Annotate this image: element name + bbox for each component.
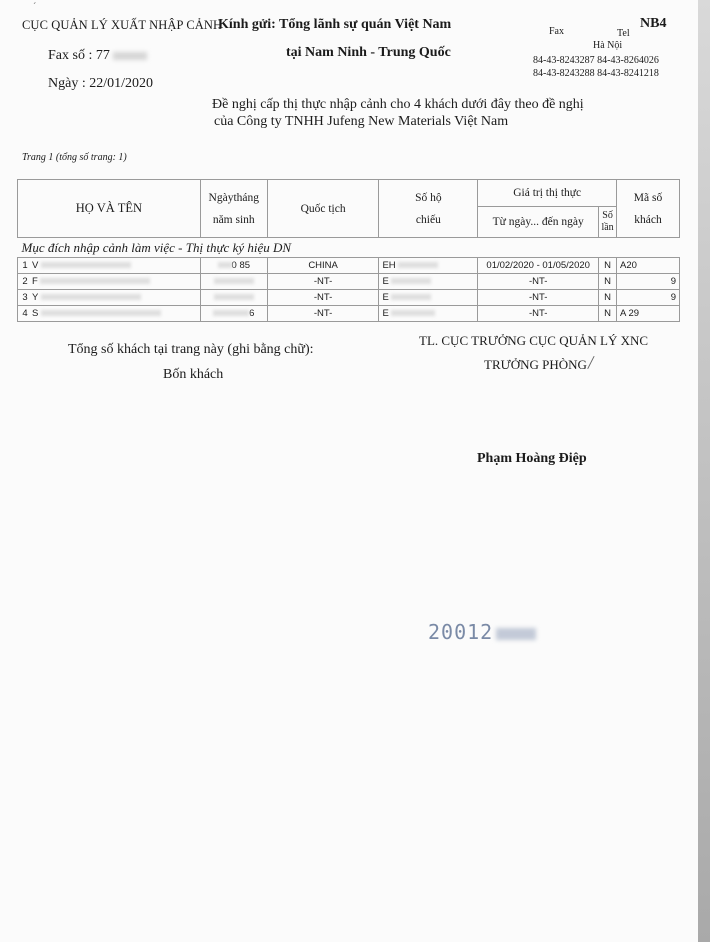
- header-dob: Ngàytháng năm sinh: [200, 180, 267, 238]
- fax-header-label: Fax: [549, 26, 564, 37]
- cell-passport: E: [379, 290, 478, 306]
- signature-role: TRƯỞNG PHÒNG: [484, 357, 587, 372]
- recipient-line-1: Kính gửi: Tổng lãnh sự quán Việt Nam: [218, 17, 452, 32]
- signature-mark: /: [586, 351, 596, 375]
- cell-code: A20: [617, 258, 680, 274]
- signature-title: TL. CỤC TRƯỞNG CỤC QUẢN LÝ XNC: [419, 333, 649, 348]
- cell-nationality: -NT-: [267, 306, 379, 322]
- cell-code: 9: [617, 274, 680, 290]
- tel-header-label: Tel: [617, 28, 630, 39]
- document-date: Ngày : 22/01/2020: [48, 76, 153, 91]
- cell-dob: [200, 274, 267, 290]
- cell-times: N: [599, 274, 617, 290]
- purpose-row: [18, 238, 680, 258]
- table-row: [18, 290, 680, 306]
- cell-visa: -NT-: [478, 306, 599, 322]
- table-header-row: [18, 180, 680, 207]
- request-line-1: Đề nghị cấp thị thực nhập cảnh cho 4 khách dưới đây theo đề nghị: [212, 97, 584, 112]
- table-row: [18, 306, 680, 322]
- cell-passport: EH: [379, 258, 478, 274]
- pen-mark: ˊ: [33, 2, 37, 13]
- cell-name: 3 Y: [18, 290, 201, 306]
- cell-name: 1 V: [18, 258, 201, 274]
- signer-name: Phạm Hoàng Điệp: [477, 451, 587, 466]
- cell-times: N: [599, 290, 617, 306]
- cell-nationality: -NT-: [267, 274, 379, 290]
- document-stamp-number: 20012: [428, 620, 536, 644]
- page-edge-shadow: [698, 0, 710, 942]
- fax-tel-row-1: 84-43-8243287 84-43-8264026: [533, 55, 659, 66]
- city-label: Hà Nội: [593, 40, 623, 51]
- recipient-line-2: tại Nam Ninh - Trung Quốc: [286, 45, 451, 60]
- table-row: [18, 274, 680, 290]
- cell-passport: E: [379, 274, 478, 290]
- cell-visa: 01/02/2020 - 01/05/2020: [478, 258, 599, 274]
- cell-times: N: [599, 258, 617, 274]
- purpose-text: Mục đích nhập cảnh làm việc - Thị thực ký hiệu DN: [18, 238, 680, 258]
- agency-name: CỤC QUẢN LÝ XUẤT NHẬP CẢNH: [22, 18, 223, 32]
- page-info: Trang 1 (tổng số trang: 1): [22, 152, 127, 163]
- header-code: Mã số khách: [617, 180, 680, 238]
- document-code: NB4: [640, 16, 667, 31]
- cell-visa: -NT-: [478, 290, 599, 306]
- cell-dob: 6: [200, 306, 267, 322]
- header-name: HỌ VÀ TÊN: [18, 180, 201, 238]
- cell-name: 2 F: [18, 274, 201, 290]
- cell-dob: 0 85: [200, 258, 267, 274]
- cell-visa: -NT-: [478, 274, 599, 290]
- request-line-2: của Công ty TNHH Jufeng New Materials Việt Nam: [214, 114, 509, 129]
- cell-code: 9: [617, 290, 680, 306]
- guest-table: [17, 179, 680, 322]
- fax-number: Fax số : 77: [48, 48, 147, 64]
- header-visa-range: Từ ngày... đến ngày: [478, 207, 599, 238]
- fax-tel-row-2: 84-43-8243288 84-43-8241218: [533, 68, 659, 79]
- header-nationality: Quốc tịch: [267, 180, 379, 238]
- table-row: [18, 258, 680, 274]
- cell-nationality: CHINA: [267, 258, 379, 274]
- header-times: Số lần: [599, 207, 617, 238]
- cell-passport: E: [379, 306, 478, 322]
- cell-times: N: [599, 306, 617, 322]
- total-guests-label: Tổng số khách tại trang này (ghi bằng chữ):: [68, 342, 314, 357]
- header-passport: Số hộ chiếu: [379, 180, 478, 238]
- cell-name: 4 S: [18, 306, 201, 322]
- cell-nationality: -NT-: [267, 290, 379, 306]
- cell-code: A 29: [617, 306, 680, 322]
- cell-dob: [200, 290, 267, 306]
- header-visa: Giá trị thị thực: [478, 180, 617, 207]
- total-guests-value: Bốn khách: [163, 367, 224, 382]
